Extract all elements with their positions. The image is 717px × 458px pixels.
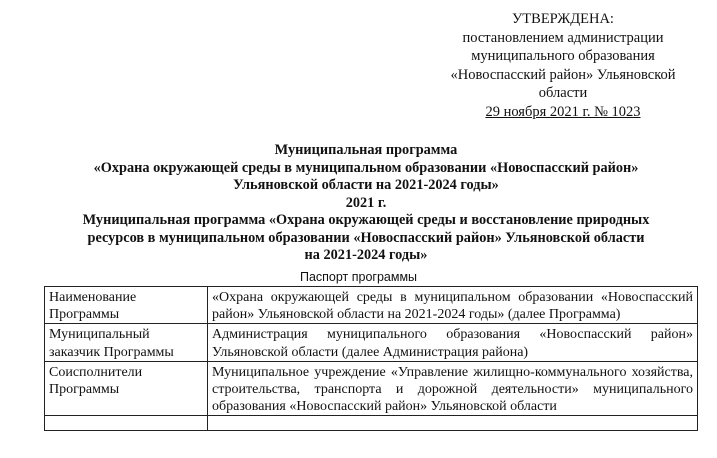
row-label: Наименование Программы xyxy=(45,287,208,324)
program-title-line: «Охрана окружающей среды в муниципальном образовании «Новоспасский район» xyxy=(93,159,639,176)
approval-heading: УТВЕРЖДЕНА: xyxy=(512,11,614,27)
table-row xyxy=(45,361,698,416)
approval-line: постановлением администрации xyxy=(462,29,664,46)
approval-line: муниципального образования xyxy=(471,48,655,65)
program-title-line: Ульяновской области на 2021-2024 годы» xyxy=(233,177,499,193)
row-value: Администрация муниципального образования «Новоспасский район» Ульяновской области (далее Администрация района) xyxy=(208,324,698,361)
row-label: Муниципальный заказчик Программы xyxy=(45,324,208,361)
approval-block xyxy=(418,10,708,122)
table-row xyxy=(45,287,698,324)
table-row-cut-off xyxy=(45,416,698,431)
program-title-block xyxy=(28,142,704,265)
program-subtitle-line: ресурсов в муниципальном образовании «Новоспасский район» Ульяновской области xyxy=(87,229,645,246)
program-year: 2021 г. xyxy=(345,194,387,211)
program-subtitle-line: Муниципальная программа «Охрана окружающей среды и восстановление природных xyxy=(82,212,650,228)
program-subtitle-line: на 2021-2024 годы» xyxy=(304,247,428,263)
passport-title: Паспорт программы xyxy=(299,270,418,284)
approval-date: 29 ноября 2021 г. № 1023 xyxy=(485,103,641,120)
program-title-line: Муниципальная программа xyxy=(274,142,458,158)
row-label: Соисполнители Программы xyxy=(45,361,208,416)
row-value-empty xyxy=(208,416,698,431)
row-label-empty xyxy=(45,416,208,431)
approval-line: «Новоспасский район» Ульяновской xyxy=(450,66,676,83)
row-value: «Охрана окружающей среды в муниципальном образовании «Новоспасский район» Ульяновской области на 2021-2024 годы» (далее Программа) xyxy=(208,287,698,324)
passport-table xyxy=(44,286,698,431)
approval-line: области xyxy=(538,85,588,102)
table-row xyxy=(45,324,698,361)
row-value: Муниципальное учреждение «Управление жилищно-коммунального хозяйства, строительства, транспорта и дорожной деятельности» муниципального образования «Новоспасский район» Ульяновской области xyxy=(208,361,698,416)
